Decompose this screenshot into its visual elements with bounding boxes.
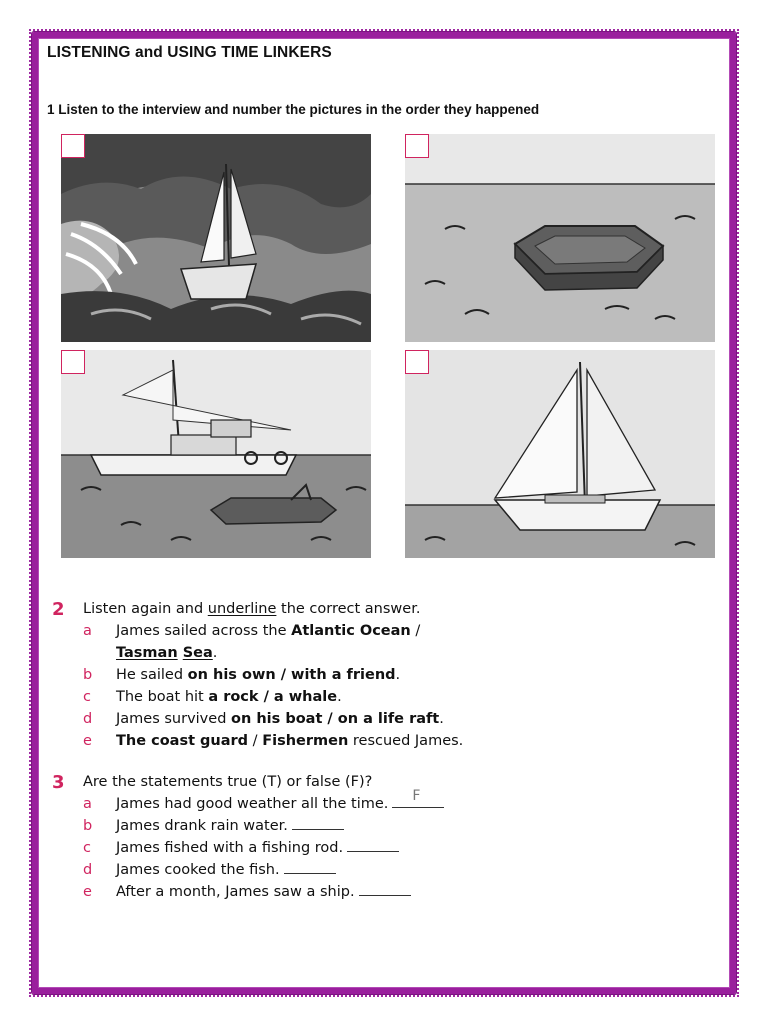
item-text: James survived on his boat / on a life raft. [116, 711, 444, 727]
answer-blank[interactable] [392, 788, 444, 808]
item-letter: d [83, 862, 93, 878]
item-letter: d [83, 711, 93, 727]
item-letter: e [83, 733, 92, 749]
answer-blank[interactable] [359, 881, 411, 896]
question-2-instruction: Listen again and underline the correct answer. [83, 601, 421, 617]
item-text: The boat hit a rock / a whale. [116, 689, 342, 705]
order-number-box[interactable] [61, 134, 85, 158]
question-1-instruction: 1 Listen to the interview and number the pictures in the order they happened [47, 102, 540, 117]
item-text: James fished with a fishing rod. [116, 840, 344, 856]
item-text: James drank rain water. [116, 818, 288, 834]
item-text: James cooked the fish. [116, 862, 280, 878]
picture-sailboat-in-storm [61, 134, 371, 342]
question-3-instruction: Are the statements true (T) or false (F)? [83, 774, 373, 790]
question-number: 2 [52, 599, 65, 620]
order-number-box[interactable] [405, 350, 429, 374]
item-letter: b [83, 667, 93, 683]
item-letter: b [83, 818, 93, 834]
item-text: James sailed across the Atlantic Ocean / Tasman Sea. [116, 623, 421, 661]
picture-fishing-boat-rescue [61, 350, 371, 558]
order-number-box[interactable] [61, 350, 85, 374]
item-text: He sailed on his own / with a friend. [116, 667, 401, 683]
item-letter: c [83, 840, 91, 856]
item-text: James had good weather all the time. [116, 796, 389, 812]
page-title: LISTENING and USING TIME LINKERS [47, 44, 332, 61]
order-number-box[interactable] [405, 134, 429, 158]
item-text: The coast guard / Fishermen rescued James. [116, 733, 464, 749]
answer-blank[interactable] [284, 859, 336, 874]
picture-empty-life-raft [405, 134, 715, 342]
answer-blank[interactable] [292, 815, 344, 830]
item-letter: a [83, 623, 92, 639]
answer-value: F [412, 788, 421, 804]
item-letter: a [83, 796, 92, 812]
question-number: 3 [52, 772, 65, 793]
item-letter: e [83, 884, 92, 900]
answer-blank[interactable] [347, 837, 399, 852]
item-text: After a month, James saw a ship. [116, 884, 355, 900]
picture-sailboat-calm-sea [405, 350, 715, 558]
item-letter: c [83, 689, 91, 705]
